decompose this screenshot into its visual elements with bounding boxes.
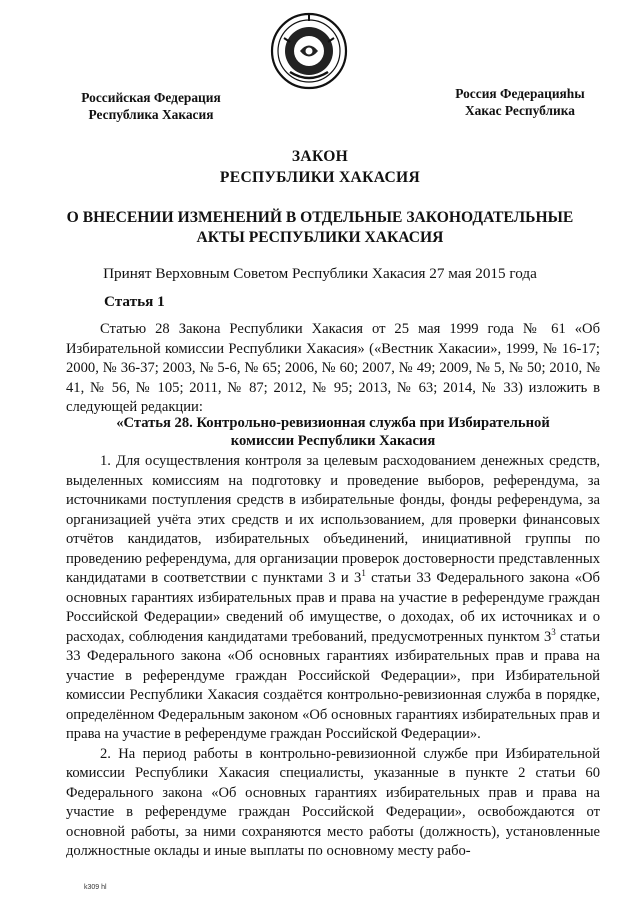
law-subject-line1: О ВНЕСЕНИИ ИЗМЕНЕНИЙ В ОТДЕЛЬНЫЕ ЗАКОНОДАТЕЛЬНЫЕ	[66, 209, 574, 226]
article-heading: Статья 1	[104, 293, 165, 310]
coat-of-arms-icon	[270, 12, 348, 90]
footer-mark: k309 hl	[84, 884, 107, 891]
law-subject	[40, 208, 600, 248]
quoted-article-title	[66, 414, 600, 450]
superscript-2: 3	[551, 626, 556, 637]
quoted-title-line2: комиссии Республики Хакасия	[230, 433, 436, 449]
paragraph-1-part-a: 1. Для осуществления контроля за целевым расходованием денежных средств, выделенных комиссиям на подготовку и проведение выборов, референдума, за источниками поступления средств в избирательные фонды, фонды референдума, за организацией учёта этих средств и их использованием, для проверки финансовых отчётов кандидатов, избирательных объединений, инициативной группы по проведению референдума, для организации проверок достоверности представленных кандидатами в соответствии с пунктами 3 и 3	[66, 453, 600, 586]
law-title-republic: РЕСПУБЛИКИ ХАКАСИЯ	[219, 169, 421, 186]
paragraph-1	[66, 452, 600, 745]
adoption-line: Принят Верховным Советом Республики Хакасия 27 мая 2015 года	[103, 265, 537, 282]
article-body	[66, 452, 600, 862]
header-left-line1: Российская Федерация	[81, 90, 221, 105]
law-subject-line2: АКТЫ РЕСПУБЛИКИ ХАКАСИЯ	[196, 229, 444, 246]
header-left	[66, 89, 236, 123]
paragraph-2: 2. На период работы в контрольно-ревизионной службе при Избирательной комиссии Республики Хакасия специалисты, указанные в пункте 2 статьи 60 Федерального закона «Об основных гарантиях избирательных прав и права на участие в референдуме граждан Российской Федерации», освобождаются от основной работы, за ними сохраняются место работы (должность), установленные должностные оклады и иные выплаты по основному месту рабо-	[66, 745, 600, 859]
intro-paragraph: Статью 28 Закона Республики Хакасия от 25 мая 1999 года № 61 «Об Избирательной комиссии Республики Хакасия» («Вестник Хакасии», 1999, № 16-17; 2000, № 36-37; 2003, № 5-6, № 65; 2006, № 60; 2007, № 49; 2009, № 5, № 50; 2010, № 41, № 56, № 105; 2011, № 87; 2012, № 95; 2013, № 63; 2014, № 33) изложить в следующей редакции:	[66, 321, 600, 415]
header-right	[440, 85, 600, 119]
header-left-line2: Республика Хакасия	[88, 107, 214, 122]
paragraph-1-part-b: статьи 33 Федерального закона «Об основных гарантиях избирательных прав и права на участие в референдуме граждан Российской Федерации» сведений об имуществе, о доходах, об их источниках и о расходах, соблюдения кандидатами требований, предусмотренных пунктом 3	[66, 570, 600, 645]
superscript-1: 1	[361, 568, 366, 579]
header-right-line1: Россия Федерацияhы	[455, 86, 585, 101]
quoted-title-line1: «Статья 28. Контрольно-ревизионная служба при Избирательной	[116, 415, 550, 431]
article-intro	[66, 320, 600, 418]
paragraph-1-part-c: статьи 33 Федерального закона «Об основных гарантиях избирательных прав и права на участие в референдуме граждан Российской Федерации», при Избирательной комиссии Республики Хакасия создаётся контрольно-ревизионная служба в порядке, определённом Федеральным законом «Об основных гарантиях избирательных прав и права на участие в референдуме граждан Российской Федерации».	[66, 628, 601, 742]
law-title: ЗАКОН	[291, 148, 349, 165]
header-right-line2: Хакас Республика	[465, 103, 575, 118]
